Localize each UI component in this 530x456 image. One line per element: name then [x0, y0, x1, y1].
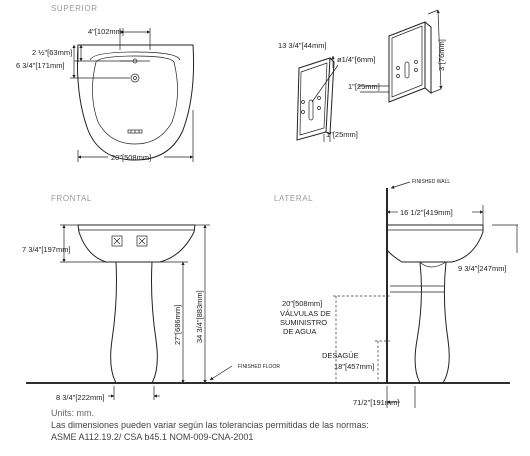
top-view-basin	[77, 45, 193, 160]
dim-side-419mm: 16 1/2"[419mm]	[400, 208, 453, 217]
dim-top-63mm: 2 ½"[63mm]	[32, 48, 73, 57]
bracket-small	[297, 58, 334, 140]
bracket-large	[389, 22, 431, 102]
side-view-lavatory	[387, 225, 483, 383]
footer-notes	[51, 407, 521, 443]
dim-side-191mm: 71/2"[191mm]	[353, 398, 400, 407]
bracket-dimensions	[278, 10, 446, 142]
dim-side-247mm: 9 3/4"[247mm]	[458, 264, 507, 273]
label-supply-3: DE AGUA	[283, 327, 317, 336]
dim-side-508mm: 20"[508mm]	[282, 299, 323, 308]
dim-bracket-25mm-right: 1"[25mm]	[348, 82, 380, 91]
dim-front-222mm: 8 3/4"[222mm]	[56, 393, 105, 402]
dim-top-4in: 4"[102mm]	[88, 27, 125, 36]
dim-bracket-6mm: ø1/4"[6mm]	[337, 55, 376, 64]
dim-top-508mm: 20"[508mm]	[111, 153, 152, 162]
top-view-dimensions	[16, 27, 193, 162]
dim-bracket-44mm: 13 3/4"[44mm]	[278, 41, 327, 50]
dim-top-171mm: 6 3/4"[171mm]	[16, 61, 65, 70]
dim-bracket-76mm: 3"[76mm]	[437, 39, 446, 71]
label-drain: DESAGÜE	[322, 351, 359, 360]
label-lateral: LATERAL	[274, 194, 314, 203]
label-frontal: FRONTAL	[51, 194, 92, 203]
dim-bracket-25mm-left: 1"[25mm]	[326, 130, 358, 139]
label-finished-floor: FINISHED FLOOR	[238, 364, 280, 370]
tolerance-note: Las dimensiones pueden variar según las tolerancias permitidas de las normas:	[51, 420, 369, 430]
label-finished-wall: FINISHED WALL	[412, 179, 451, 185]
standards-note: ASME A112.19.2/ CSA b45.1 NOM-009-CNA-2001	[51, 432, 254, 442]
side-view-dimensions	[280, 179, 518, 408]
front-view-dimensions	[22, 225, 280, 402]
label-supply-1: VÁLVULAS DE	[280, 309, 331, 318]
dim-side-457mm: 18"[457mm]	[334, 362, 375, 371]
dim-front-197mm: 7 3/4"[197mm]	[22, 245, 71, 254]
front-view-lavatory	[78, 225, 195, 383]
dim-front-686mm: 27"[686mm]	[173, 304, 182, 345]
label-supply-2: SUMINISTRO	[280, 318, 328, 327]
dim-front-883mm: 34 3/4"[883mm]	[195, 290, 204, 343]
units-note: Units: mm.	[51, 408, 95, 418]
label-superior: SUPERIOR	[51, 4, 98, 13]
